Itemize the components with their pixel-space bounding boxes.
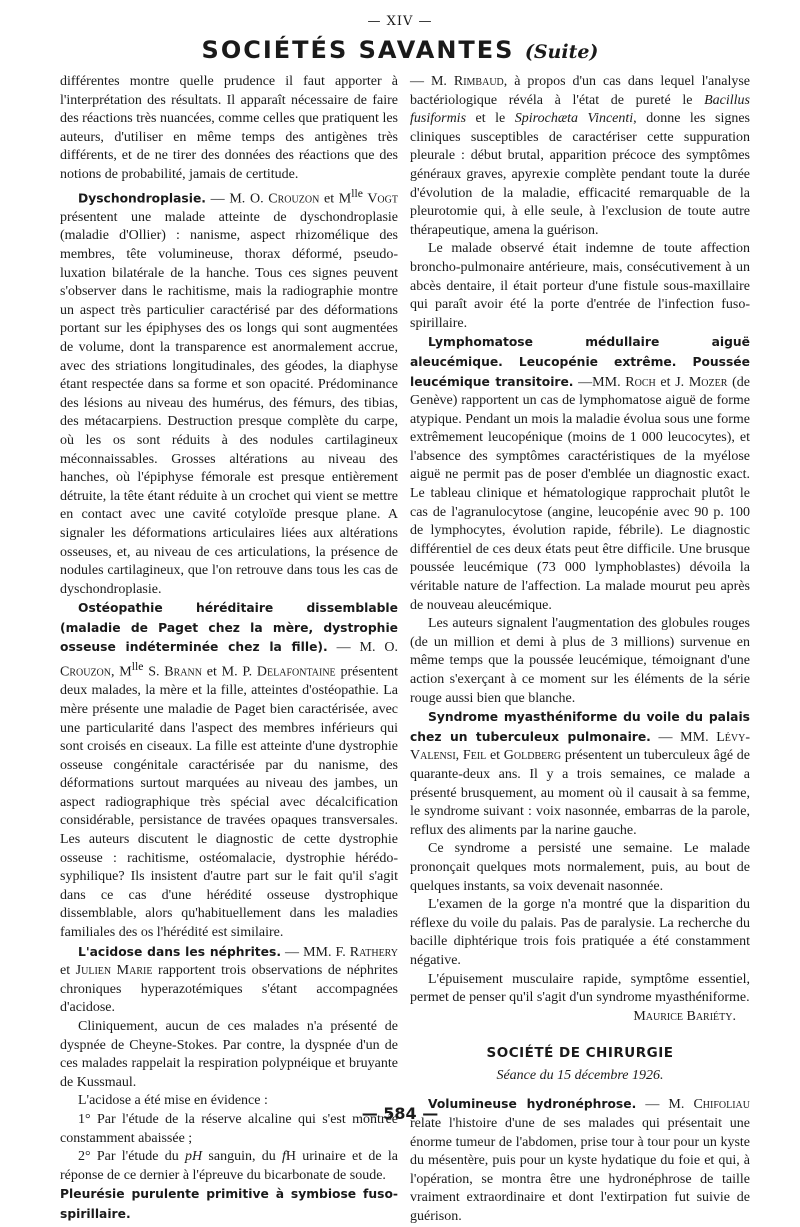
text: — MM. F. xyxy=(281,944,350,960)
text: — M. O. xyxy=(327,640,398,656)
author: Crouzon xyxy=(268,191,320,207)
paragraph: différentes montre quelle prudence il faut apporter à l'interprétation des résultats. Il apparaît nécessaire de faire des réactions très nuancées, comme celles que pratiquent les auteurs, d'utiliser en même temps des antigènes très différents, et de ne tirer des données des réactions que des notions de probabilité, jamais de certitude. xyxy=(60,74,398,182)
paragraph: L'examen de la gorge n'a montré que la disparition du réflexe du voile du palais. Pas de paralysie. La recherche du bacille diphtérique trois fois pratiquée a été constamment négative. xyxy=(410,897,750,968)
paragraph: Ce syndrome a persisté une semaine. Le malade prononçait quelques mots normalement, puis, au bout de quelques instants, sa voix devenait nasonnée. xyxy=(410,841,750,894)
author: Crouzon xyxy=(60,664,112,680)
article-body: relate l'histoire d'une de ses malades qui présentait une énorme tumeur de l'abdomen, prise tour à tour pour un kyste du mésentère, puis pour un kyste hydatique du foie et qui, à l'opération, se montra être une hydronéphrose de taille vraiment extraordinaire et dont l'extirpation fut suivie de guérison. xyxy=(410,1116,750,1225)
text: lle xyxy=(131,660,144,674)
author: Feil xyxy=(462,748,487,764)
article-heading: Ostéopathie héréditaire dissemblable (maladie de Paget chez la mère, dystrophie osseuse indéterminée chez la fille). xyxy=(60,601,398,655)
text: et J. xyxy=(655,374,689,390)
author: S. Brann xyxy=(143,664,202,680)
text: f xyxy=(282,1149,286,1165)
article-heading: Pleurésie purulente primitive à symbiose fuso-spirillaire. xyxy=(60,1187,398,1221)
text: — MM. xyxy=(650,729,717,745)
author: Delafontaine xyxy=(256,664,336,680)
article-heading: L'acidose dans les néphrites. xyxy=(78,944,281,959)
article-heading: Syndrome myasthéniforme du voile du palais chez un tuberculeux pulmonaire. xyxy=(410,710,750,744)
text: — M. xyxy=(410,74,454,89)
article-dyschondroplasie xyxy=(60,185,398,600)
text: et M xyxy=(319,191,352,207)
article-osteopathie xyxy=(60,599,398,942)
text: lle xyxy=(351,186,363,200)
article-heading: Dyschondroplasie. xyxy=(78,191,206,206)
paragraph: Les auteurs signalent l'augmentation des globules rouges (de un million et demi à plus de 3 millions) survenue en même temps que la poussée leucémique, témoignant d'une action s'exerçant à ce moment sur les éléments de la série rouge aussi bien que blanche. xyxy=(410,616,750,706)
article-pleuresie-body xyxy=(410,73,750,240)
author: Mozer xyxy=(688,374,728,390)
section-title: SOCIÉTÉ DE CHIRURGIE xyxy=(486,1045,674,1062)
article-body: présentent deux malades, la mère et la fille, atteintes d'ostéopathie. La mère présente une maladie de Paget bien caractérisée, avec une particularité dans l'aspect des membres inférieurs qui sont croisés en ciseaux. La fille est atteinte d'une dystrophie osseuse congénitale caractérisée par du nanisme, des déformations surtout marquées au niveau des jambes, un aspect radiographique très spécial avec décalcification considérable, persistance de travées opaques transversales. Les auteurs discutent le diagnostic de cette dystrophie osseuse : rachitisme, ostéomalacie, dystrophie hérédo-syphilique? Ils insistent d'autre part sur le fait qu'il s'agit dans ce cas d'une hérédité osseuse dystrophique dissemblable, alors qu'habituellement dans les maladies familiales des os l'hérédité est similaire. xyxy=(60,664,398,941)
species-name: Bacillus fusiformis xyxy=(410,92,750,127)
running-title-text: SOCIÉTÉS SAVANTES xyxy=(201,36,515,64)
paragraph: Le malade observé était indemne de toute affection broncho-pulmonaire antérieure, mais, consécutivement à un abcès dentaire, il était porteur d'une fistule sous-maxillaire qui paraît avoir été la porte d'entrée de l'infection fuso-spirillaire. xyxy=(410,241,750,331)
paragraph: L'épuisement musculaire rapide, symptôme essentiel, permet de penser qu'il s'agit d'un syndrome myasthéniforme. xyxy=(410,971,750,1006)
species-name: Spirochæta Vincenti xyxy=(514,111,634,127)
signature: Maurice Bariéty. xyxy=(633,1008,736,1024)
folio: — XIV — xyxy=(367,14,433,29)
text: et xyxy=(486,748,504,764)
paragraph: 1° Par l'étude de la réserve alcaline qui s'est montrée constamment abaissée ; xyxy=(60,1111,398,1146)
article-syndrome xyxy=(410,708,750,840)
text: et xyxy=(60,963,76,979)
section-date: Séance du 15 décembre 1926. xyxy=(496,1067,664,1083)
text: 2° Par l'étude du xyxy=(78,1149,186,1165)
paragraph: L'acidose a été mise en évidence : xyxy=(78,1093,268,1109)
right-column xyxy=(410,73,750,1227)
running-title-suite: (Suite) xyxy=(524,41,599,63)
text: , à propos d'un cas dans lequel l'analyse bactériologique révéla à l'état de pureté le xyxy=(410,74,750,108)
author: Lévy-Valensi xyxy=(410,729,750,764)
text: —MM. xyxy=(573,374,626,390)
text: pH xyxy=(185,1149,203,1165)
running-title xyxy=(0,36,800,64)
text: , donne les signes cliniques susceptibles de caractériser cette suppuration pleurale : début brutal, apparition précoce des symptômes généraux graves, apyrexie complète pendant toute la durée d'évolution de la maladie, efficacité remarquable de la pleurotomie qui, à elle seule, à l'exclusion de toute autre thérapeutique, amena la guérison. xyxy=(410,111,750,238)
article-lymphomatose xyxy=(410,333,750,615)
article-body: présentent un tuberculeux âgé de quarante-deux ans. Il y a trois semaines, ce malade a présenté brusquement, au moment où il causait à sa femme, le syndrome suivant : voix nasonnée, embarras de la parole, reflux des aliments par la narine gauche. xyxy=(410,748,750,838)
text: — M. O. xyxy=(205,191,269,207)
text: et M. P. xyxy=(201,664,257,680)
author: Roch xyxy=(625,374,656,390)
page-number: — 584 — xyxy=(361,1104,439,1123)
author: Rathery xyxy=(349,944,399,960)
article-acidose xyxy=(60,943,398,1018)
text: , M xyxy=(111,664,132,680)
article-heading: Lymphomatose médullaire aiguë aleucémique. Leucopénie extrême. Poussée leucémique transitoire. xyxy=(410,335,750,389)
author: Julien Marie xyxy=(75,963,153,979)
article-body: présentent une malade atteinte de dyschondroplasie (maladie d'Ollier) : nanisme, aspect rhizomélique des membres, tête volumineuse, thorax déformé, pseudo-luxation bilatérale de la hanche. Tous ces signes peuvent s'observer dans le rachitisme, mais la radiographie montre un aspect très particulier caractérisé par des déformations portant sur les épiphyses des os longs qui sont augmentées de volume, dont la transparence est anormalement accrue, avec des striations longitudinales, des géodes, la diaphyse étant respectée dans sa forme et son opacité. Prédominance des lésions au niveau des humérus, des fémurs, des tibias, des métacarpiens. Destruction presque complète du carpe, où les os sont réduits à des nodules cartilagineux méconnaissables. Grosses altérations au niveau des hanches, où l'épiphyse fémorale est presque entièrement détruite, la tête étant réduite à un crochet qui vient se mettre en contact avec une cavité cotyloïde presque plane. A signaler les déformations articulaires liées aux altérations osseuses, et, au niveau de ces articulations, la présence de nodules cartilagineux, que l'on retrouve dans tous les cas de dyschondroplasie. xyxy=(60,209,398,597)
article-body: rapportent trois observations de néphrites chroniques hyperazotémiques s'étant accompagnées d'acidose. xyxy=(60,963,399,1016)
paragraph xyxy=(60,1148,398,1185)
author: Goldberg xyxy=(503,748,562,764)
paragraph: Cliniquement, aucun de ces malades n'a présenté de dyspnée de Cheyne-Stokes. Par contre, la dyspnée d'un de ces malades rappelait la respiration polypnéique et bruyante de Kussmaul. xyxy=(60,1019,398,1090)
text: et le xyxy=(466,111,515,127)
article-pleuresie-heading xyxy=(60,1185,398,1224)
left-column xyxy=(60,73,398,1225)
author: Rimbaud xyxy=(453,74,504,89)
text: — M. xyxy=(636,1097,694,1113)
article-heading: Volumineuse hydronéphrose. xyxy=(428,1097,637,1112)
text: , xyxy=(455,748,463,764)
article-body: (de Genève) rapportent un cas de lymphomatose aiguë de forme atypique. Pendant un mois la maladie évolua sous une forme extrêmement leucopénique (moins de 1 000 leucocytes), et l'absence des symptômes caractéristiques de la myélose aiguë ne permit pas de poser d'emblée un diagnostic exact. Le tableau clinique et hématologique rapprochait plutôt le cas de l'agranulocytose (angine, leucopénie avec 90 p. 100 de lymphocytes, évolution rapide, fébrile). Le diagnostic différentiel de ces deux états peut être difficile. Une brusque poussée leucémique (73 000 lymphoblastes) dévoila la véritable nature de l'affection. La malade mourut peu après de nouveau aleucémique. xyxy=(410,374,750,613)
author: Chifoliau xyxy=(693,1097,750,1113)
text: H urinaire et de la réponse de ce dernier à l'épreuve du bicarbonate de soude. xyxy=(60,1149,398,1183)
author: Vogt xyxy=(362,191,398,207)
text: sanguin, du xyxy=(202,1149,282,1165)
